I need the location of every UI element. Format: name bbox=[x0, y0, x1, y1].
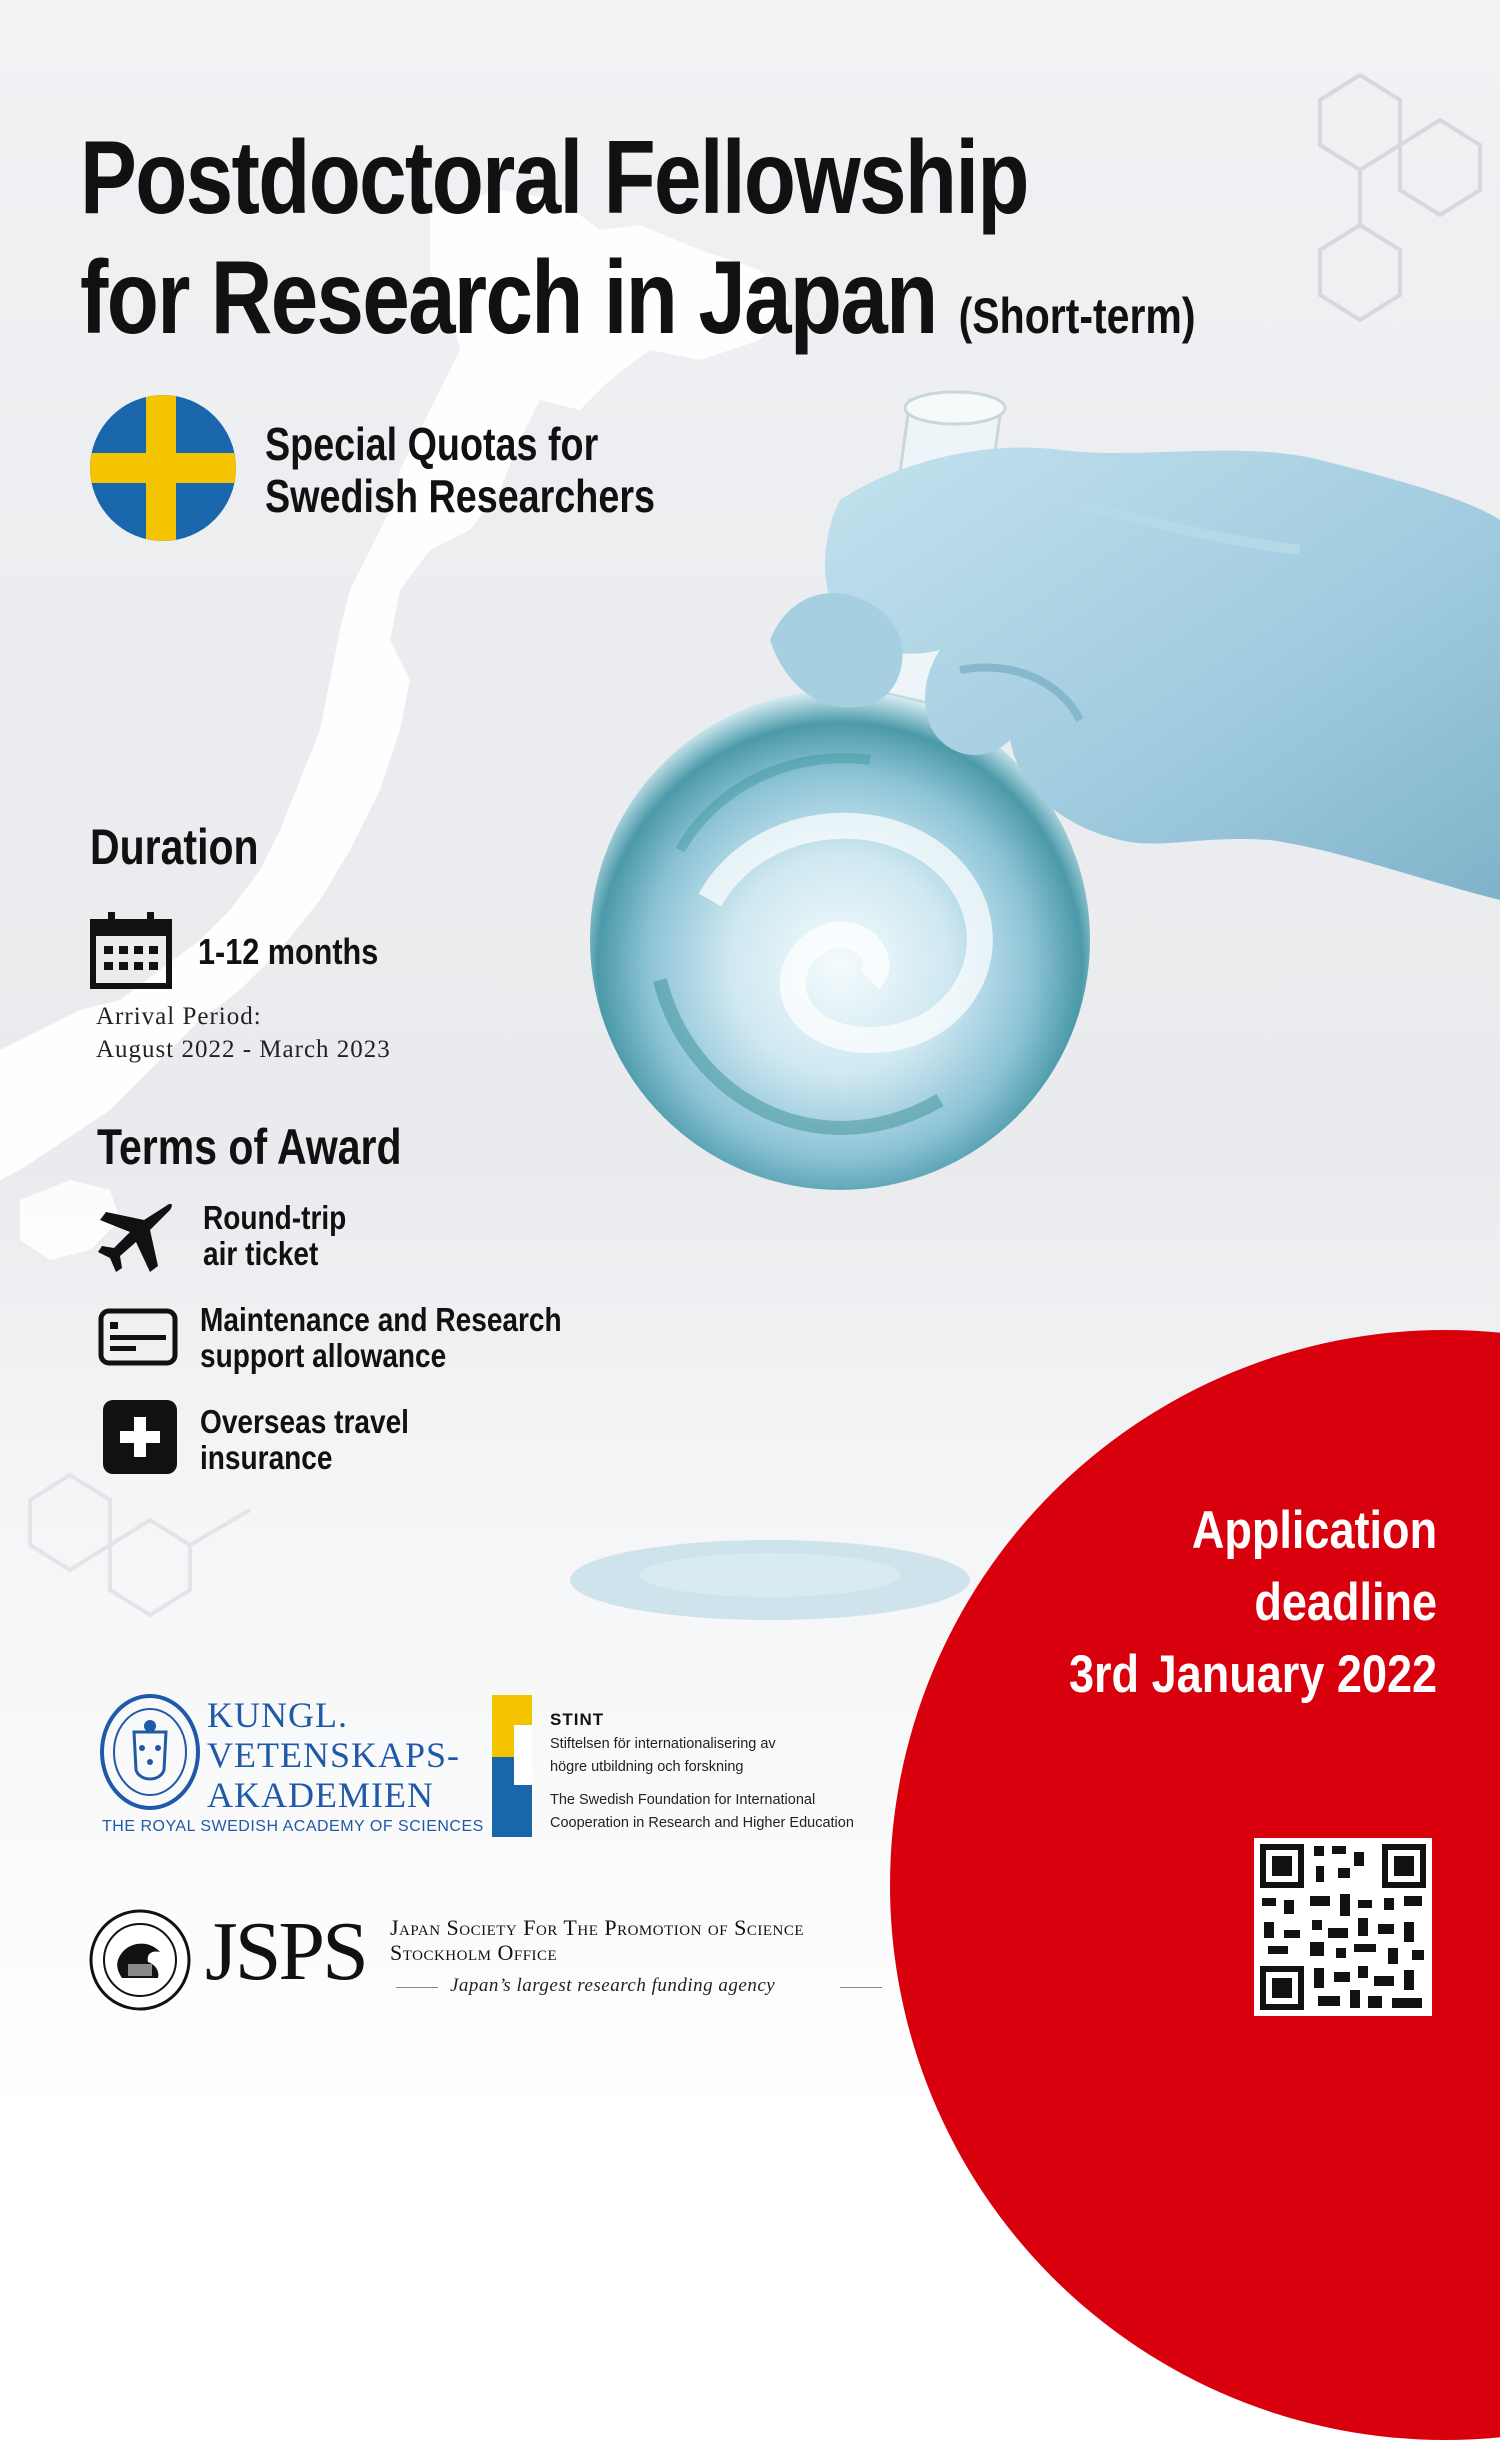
duration-heading: Duration bbox=[90, 819, 259, 875]
stint-english-1: The Swedish Foundation for International bbox=[550, 1792, 816, 1808]
jsps-name-line-2: Stockholm Office bbox=[390, 1940, 558, 1965]
deadline-line-1: Application bbox=[1191, 1501, 1437, 1560]
terms-item-3-line-2: insurance bbox=[200, 1439, 333, 1476]
qr-code-graphic bbox=[1254, 1838, 1432, 2016]
kva-line-3: AKADEMIEN bbox=[207, 1775, 434, 1815]
gloved-hand-with-flask-illustration bbox=[540, 380, 1500, 1380]
application-deadline bbox=[1069, 1495, 1437, 1711]
kva-subtitle: THE ROYAL SWEDISH ACADEMY OF SCIENCES bbox=[102, 1818, 484, 1835]
flask-reflection bbox=[560, 1520, 980, 1640]
deadline-date: 3rd January 2022 bbox=[1068, 1645, 1437, 1704]
terms-item-1-line-2: air ticket bbox=[203, 1235, 319, 1272]
tagline-rule-right bbox=[840, 1987, 882, 1988]
jsps-seal-logo bbox=[88, 1908, 192, 2012]
terms-item-1-line-1: Round-trip bbox=[203, 1199, 347, 1236]
terms-item-1 bbox=[203, 1200, 346, 1272]
calendar-icon bbox=[90, 912, 172, 990]
swedish-flag-icon bbox=[90, 395, 236, 541]
molecule-network-decoration bbox=[1260, 40, 1500, 370]
airplane-icon bbox=[98, 1200, 174, 1276]
terms-item-3-line-1: Overseas travel bbox=[200, 1403, 409, 1440]
terms-item-3 bbox=[200, 1404, 409, 1476]
card-icon bbox=[98, 1308, 178, 1368]
duration-value: 1-12 months bbox=[198, 931, 379, 972]
title-line-1: Postdoctoral Fellowship bbox=[80, 120, 1028, 236]
special-quota-text bbox=[265, 418, 655, 522]
medical-cross-icon bbox=[103, 1400, 177, 1474]
kva-line-2: VETENSKAPS- bbox=[207, 1735, 461, 1775]
quota-line-2: Swedish Researchers bbox=[265, 470, 655, 522]
terms-item-2-line-2: support allowance bbox=[200, 1337, 447, 1374]
jsps-full-name bbox=[390, 1915, 804, 1965]
poster-title bbox=[80, 118, 1196, 376]
arrival-range: August 2022 - March 2023 bbox=[96, 1036, 391, 1063]
stint-swedish-1: Stiftelsen för internationalisering av bbox=[550, 1736, 776, 1752]
deadline-line-2: deadline bbox=[1254, 1573, 1437, 1632]
title-line-2: for Research in Japan bbox=[80, 240, 937, 356]
kva-seal-logo bbox=[98, 1692, 202, 1812]
terms-item-2-line-1: Maintenance and Research bbox=[200, 1301, 562, 1338]
kva-line-1: KUNGL. bbox=[207, 1695, 348, 1735]
quota-line-1: Special Quotas for bbox=[265, 418, 599, 470]
jsps-abbreviation: JSPS bbox=[205, 1905, 366, 1998]
tagline-rule-left bbox=[396, 1987, 438, 1988]
stint-logo bbox=[492, 1695, 532, 1837]
title-suffix: (Short-term) bbox=[958, 288, 1196, 344]
arrival-label: Arrival Period: bbox=[96, 1003, 262, 1030]
terms-heading: Terms of Award bbox=[97, 1119, 402, 1175]
arrival-period bbox=[96, 1000, 391, 1066]
kva-name bbox=[207, 1695, 460, 1815]
jsps-name-line-1: Japan Society For The Promotion of Science bbox=[390, 1915, 804, 1940]
stint-english-2: Cooperation in Research and Higher Education bbox=[550, 1815, 854, 1831]
stint-swedish-2: högre utbildning och forskning bbox=[550, 1759, 744, 1775]
qr-code[interactable] bbox=[1254, 1838, 1432, 2016]
stint-name: STINT bbox=[550, 1710, 605, 1729]
terms-item-2 bbox=[200, 1302, 562, 1374]
jsps-tagline: Japan’s largest research funding agency bbox=[450, 1975, 776, 1996]
